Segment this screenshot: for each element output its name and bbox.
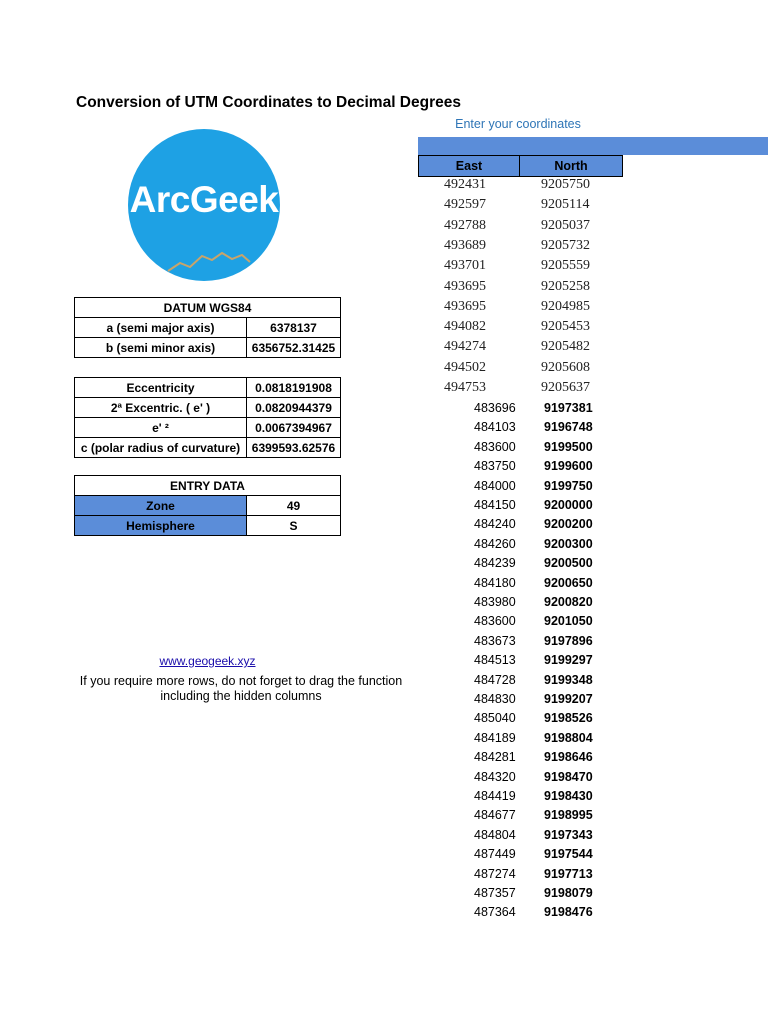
note-line-1: If you require more rows, do not forget to drag the function	[79, 674, 403, 688]
east-value[interactable]: 484513	[474, 653, 516, 668]
table-row	[75, 398, 341, 418]
north-value[interactable]: 9199600	[544, 459, 593, 474]
ecc-value: 0.0067394967	[247, 418, 341, 438]
entry-header: ENTRY DATA	[75, 476, 341, 496]
north-value[interactable]: 9205750	[541, 177, 590, 192]
east-value[interactable]: 484240	[474, 517, 516, 532]
datum-value: 6356752.31425	[247, 338, 341, 358]
table-row	[75, 438, 341, 458]
datum-value: 6378137	[247, 318, 341, 338]
east-value[interactable]: 487364	[474, 905, 516, 920]
east-value[interactable]: 484260	[474, 536, 516, 551]
north-value[interactable]: 9205559	[541, 258, 590, 274]
ecc-label: e' ²	[75, 418, 247, 438]
east-value[interactable]: 493695	[444, 278, 486, 294]
east-value[interactable]: 492788	[444, 217, 486, 233]
east-value[interactable]: 493689	[444, 237, 486, 253]
zone-label: Zone	[75, 496, 247, 516]
east-value[interactable]: 484180	[474, 575, 516, 590]
east-value[interactable]: 484804	[474, 827, 516, 842]
ecc-value: 6399593.62576	[247, 438, 341, 458]
east-value[interactable]: 484419	[474, 789, 516, 803]
east-value[interactable]: 493695	[444, 298, 486, 314]
coordinates-header	[418, 155, 623, 177]
east-value[interactable]: 483696	[474, 401, 516, 415]
logo-text: ArcGeek	[129, 179, 279, 220]
datum-header: DATUM WGS84	[75, 298, 341, 318]
north-value[interactable]: 9198476	[544, 905, 593, 920]
east-value[interactable]: 484728	[474, 672, 516, 687]
north-value[interactable]: 9200300	[544, 536, 593, 551]
hemisphere-label: Hemisphere	[75, 516, 247, 536]
datum-table	[74, 297, 341, 358]
north-header: North	[520, 156, 623, 177]
east-value[interactable]: 483980	[474, 595, 516, 609]
north-value[interactable]: 9204985	[541, 298, 590, 314]
north-value[interactable]: 9205114	[541, 197, 590, 213]
north-value[interactable]: 9197381	[544, 401, 593, 415]
table-row	[75, 318, 341, 338]
north-value[interactable]: 9200500	[544, 556, 593, 571]
east-value[interactable]: 494502	[444, 359, 486, 375]
north-value[interactable]: 9205482	[541, 339, 590, 355]
north-value[interactable]: 9197343	[544, 827, 593, 842]
zone-value[interactable]: 49	[247, 496, 341, 516]
north-value[interactable]: 9198526	[544, 711, 593, 726]
north-value[interactable]: 9198470	[544, 769, 593, 784]
east-value[interactable]: 483600	[474, 439, 516, 454]
east-header: East	[419, 156, 520, 177]
north-value[interactable]: 9205608	[541, 359, 590, 375]
east-value[interactable]: 484150	[474, 498, 516, 512]
eccentricity-table	[74, 377, 341, 458]
ecc-value: 0.0820944379	[247, 398, 341, 418]
north-value[interactable]: 9198804	[544, 730, 593, 745]
north-value[interactable]: 9199207	[544, 692, 593, 706]
east-value[interactable]: 483673	[474, 633, 516, 648]
east-value[interactable]: 484239	[474, 556, 516, 571]
east-value[interactable]: 487357	[474, 886, 516, 900]
north-value[interactable]: 9205258	[541, 278, 590, 294]
east-value[interactable]: 485040	[474, 711, 516, 726]
east-value[interactable]: 494753	[444, 380, 486, 395]
geogeek-link[interactable]: www.geogeek.xyz	[159, 654, 256, 668]
north-value[interactable]: 9198079	[544, 886, 593, 900]
east-value[interactable]: 484189	[474, 730, 516, 745]
north-value[interactable]: 9199348	[544, 672, 593, 687]
ecc-value: 0.0818191908	[247, 378, 341, 398]
north-value[interactable]: 9199750	[544, 478, 593, 493]
table-row	[75, 516, 341, 536]
arcgeek-logo	[128, 129, 280, 281]
east-value[interactable]: 484000	[474, 478, 516, 493]
east-value[interactable]: 483750	[474, 459, 516, 474]
east-value[interactable]: 494274	[444, 339, 486, 355]
east-value[interactable]: 484677	[474, 808, 516, 823]
north-value[interactable]: 9197713	[544, 866, 593, 881]
note-line-2: including the hidden columns	[160, 689, 322, 703]
north-value[interactable]: 9205637	[541, 380, 590, 395]
east-value[interactable]: 487274	[474, 866, 516, 881]
north-value[interactable]: 9205037	[541, 217, 590, 233]
north-value[interactable]: 9196748	[544, 420, 593, 435]
drag-function-note	[60, 674, 422, 704]
entry-data-table	[74, 475, 341, 536]
east-value[interactable]: 484281	[474, 750, 516, 765]
datum-label: b (semi minor axis)	[75, 338, 247, 358]
north-value[interactable]: 9199297	[544, 653, 593, 668]
enter-coordinates-label: Enter your coordinates	[455, 117, 581, 131]
north-value[interactable]: 9200650	[544, 575, 593, 590]
north-value[interactable]: 9201050	[544, 614, 593, 629]
north-value[interactable]: 9198430	[544, 789, 593, 803]
north-value[interactable]: 9205453	[541, 319, 590, 335]
east-value[interactable]: 494082	[444, 319, 486, 335]
hemisphere-value[interactable]: S	[247, 516, 341, 536]
east-value[interactable]: 484103	[474, 420, 516, 435]
north-value[interactable]: 9205732	[541, 237, 590, 253]
east-value[interactable]: 492597	[444, 197, 486, 213]
east-value[interactable]: 483600	[474, 614, 516, 629]
east-value[interactable]: 487449	[474, 847, 516, 862]
header-band	[418, 137, 768, 155]
datum-label: a (semi major axis)	[75, 318, 247, 338]
table-row	[75, 338, 341, 358]
north-value[interactable]: 9198995	[544, 808, 593, 823]
east-value[interactable]: 493701	[444, 258, 486, 274]
north-value[interactable]: 9200820	[544, 595, 593, 609]
ecc-label: 2ª Excentric. ( e' )	[75, 398, 247, 418]
east-value[interactable]: 484320	[474, 769, 516, 784]
ecc-label: Eccentricity	[75, 378, 247, 398]
ecc-label: c (polar radius of curvature)	[75, 438, 247, 458]
north-value[interactable]: 9200000	[544, 498, 593, 512]
table-row	[75, 418, 341, 438]
page-title: Conversion of UTM Coordinates to Decimal Degrees	[76, 94, 461, 111]
north-value[interactable]: 9200200	[544, 517, 593, 532]
east-value[interactable]: 484830	[474, 692, 516, 706]
table-row	[75, 496, 341, 516]
table-row	[75, 378, 341, 398]
north-value[interactable]: 9197896	[544, 633, 593, 648]
north-value[interactable]: 9198646	[544, 750, 593, 765]
north-value[interactable]: 9197544	[544, 847, 593, 862]
north-value[interactable]: 9199500	[544, 439, 593, 454]
east-value[interactable]: 492431	[444, 177, 486, 192]
